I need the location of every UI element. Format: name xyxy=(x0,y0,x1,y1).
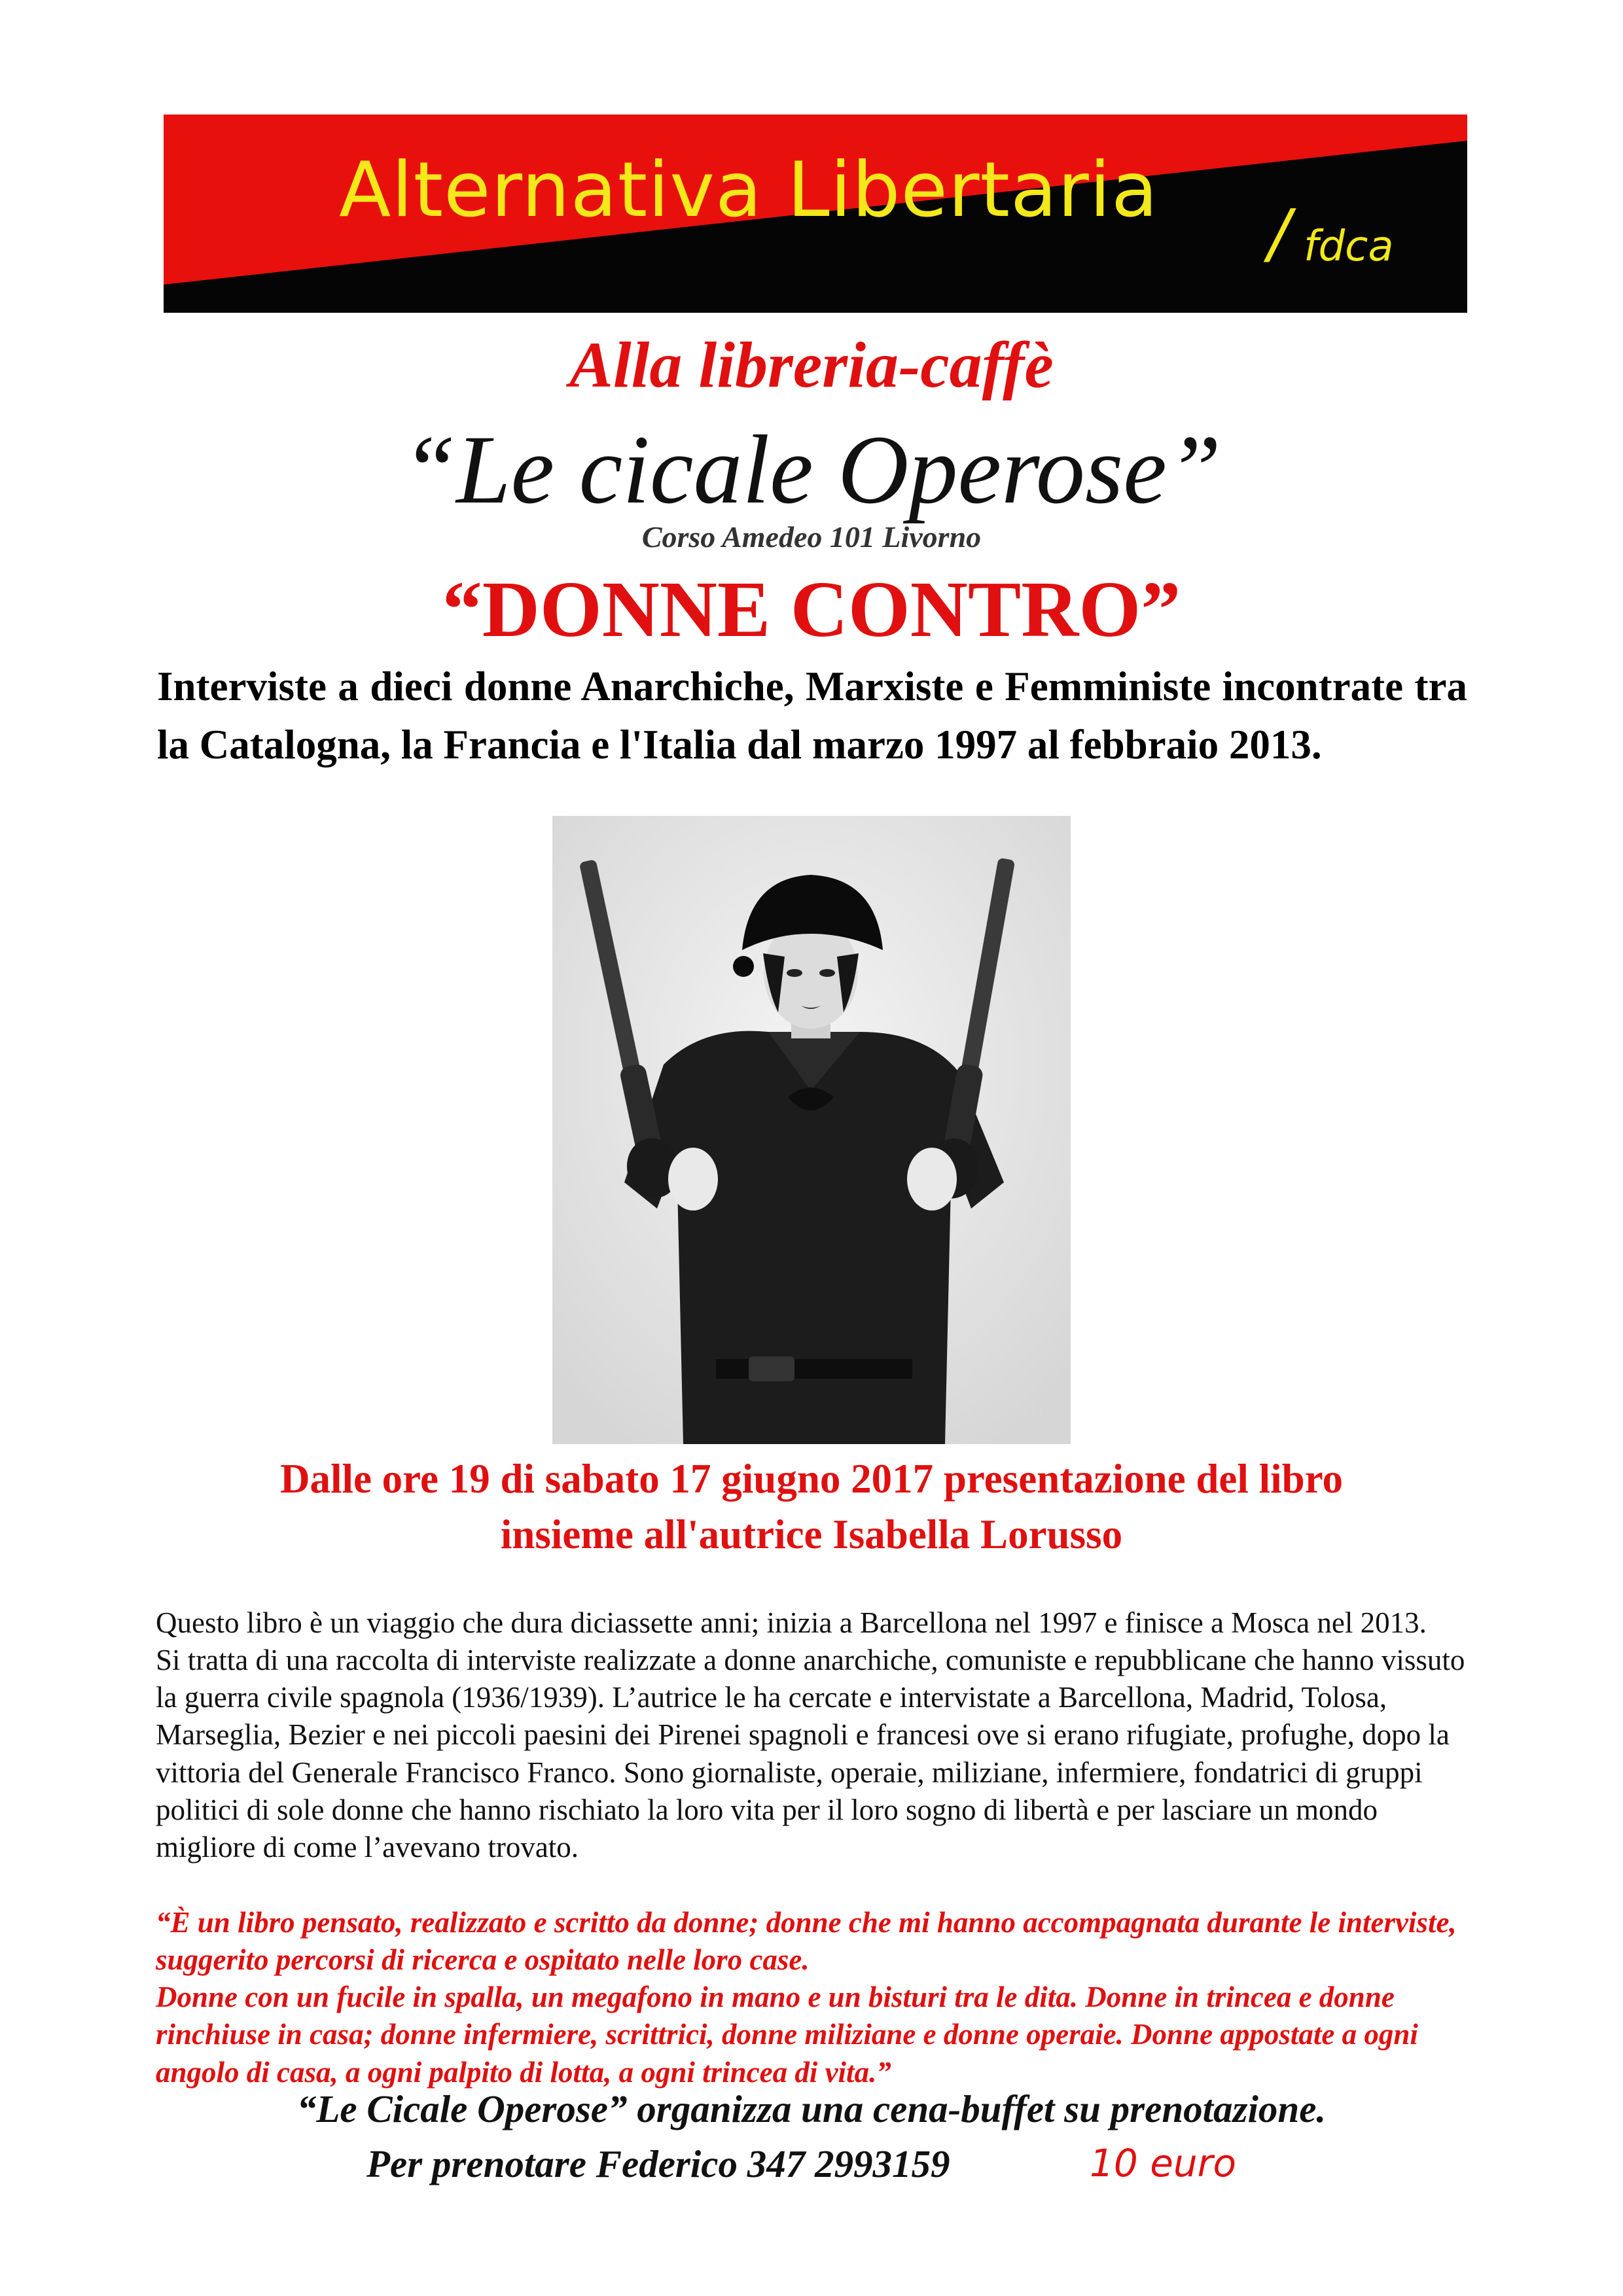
booking-contact: Per prenotare Federico 347 2993159 xyxy=(366,2142,950,2185)
organization-suffix: fdca xyxy=(1304,222,1394,271)
presentation-date-line: Dalle ore 19 di sabato 17 giugno 2017 presentazione del libro xyxy=(279,1456,1344,1502)
description-paragraph: Si tratta di una raccolta di interviste realizzate a donne anarchiche, comuniste e repubblicane che hanno vissuto la guerra civile spagnola (1936/1939). L’autrice le ha cercate e intervistate a Barcellona, Madrid, Tolosa, Marseglia, Bezier e nei piccoli paesini dei Pirenei spagnoli e francesi ove si erano rifugiate, profughe, dopo la vittoria del Generale Francisco Franco. Sono giornaliste, operaie, miliziane, infermiere, fondatrici di gruppi politici di sole donne che hanno rischiato la loro vita per il loro sogno di libertà e per lasciare un mondo migliore di come l’avevano trovato. xyxy=(156,1644,1465,1863)
photo-credit: P.S.F. 3611 xyxy=(973,1402,1044,1419)
organization-slash: / xyxy=(1268,195,1291,272)
event-title: “DONNE CONTRO” xyxy=(442,565,1181,654)
presentation-author-line: insieme all'autrice Isabella Lorusso xyxy=(500,1511,1123,1557)
venue-intro: Alla libreria-caffè xyxy=(569,328,1054,401)
description-paragraph: Questo libro è un viaggio che dura diciassette anni; inizia a Barcellona nel 1997 e finisce a Mosca nel 2013. xyxy=(156,1606,1427,1639)
event-subtitle: Interviste a dieci donne Anarchiche, Marxiste e Femministe incontrate tra la Catalogna, la Francia e l'Italia dal marzo 1997 al febbraio 2013. xyxy=(157,663,1467,768)
quote-paragraph: Donne con un fucile in spalla, un megafono in mano e un bisturi tra le dita. Donne in trincea e donne rinchiuse in casa; donne infermiere, scrittrici, donne miliziane e donne operaie. Donne appostate a ogni angolo di casa, a ogni palpito di lotta, a ogni trincea di vita.” xyxy=(156,1981,1418,2089)
organization-name: Alternativa Libertaria xyxy=(339,146,1159,234)
quote-paragraph: “È un libro pensato, realizzato e scritto da donne; donne che mi hanno accompagnata durante le interviste, suggerito percorsi di ricerca e ospitato nelle loro case. xyxy=(156,1906,1457,1977)
venue-name: “Le cicale Operose” xyxy=(401,415,1222,524)
organization-banner xyxy=(164,115,1467,313)
dinner-announcement: “Le Cicale Operose” organizza una cena-buffet su prenotazione. xyxy=(296,2087,1327,2130)
woman-with-pistols-photo xyxy=(552,816,1071,1444)
book-description xyxy=(156,1604,1471,1866)
dinner-price: 10 euro xyxy=(1090,2141,1237,2185)
venue-address: Corso Amedeo 101 Livorno xyxy=(641,520,982,554)
author-quote xyxy=(156,1904,1471,2091)
photo-illustration xyxy=(552,816,1071,1444)
